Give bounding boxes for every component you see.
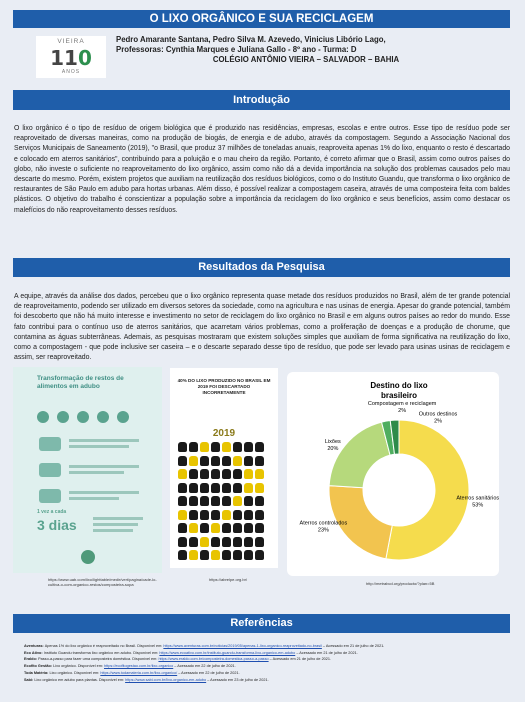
reference-source: Aventuras: — [24, 644, 45, 648]
garbage-bag-icon — [178, 442, 187, 452]
results-paragraph: A equipe, através da análise dos dados, percebeu que o lixo orgânico representa quase metade dos resíduos produzidos no Brasil, além de ter grande potencial de reaproveitamento, podendo ser utilizado em diversos setores da sociedade, como na agricultura e nas usinas de energia. Apesar do grande potencial, também foi descoberto que não há muito interesse e investimento no setor de reciclagem do lixo orgânico no Brasil e em alguns outros países ao redor do mundo. Esse fato contribui para o contínuo uso de aterros sanitários, que acarretam vários problemas, como a proliferação de doenças e a produção de chorume, que contamina as águas subterrâneas. Ademais, as pesquisas mostraram que existem soluções simples que auxiliam de forma significativa na reutilização do lixo, como a compostagem - que pode inclusive ser caseira – e o descarte separado desse tipo de resíduo, que pode ser levado para usinas usinas de reciclagem e assim, ser reaproveitado. — [14, 293, 510, 362]
school-line: COLÉGIO ANTÔNIO VIEIRA – SALVADOR – BAHIA — [212, 55, 400, 64]
garbage-bag-icon — [189, 496, 198, 506]
intro-heading: Introdução — [13, 90, 510, 110]
garbage-bag-icon — [222, 510, 231, 520]
garbage-bag-icon — [244, 510, 253, 520]
compost-frequency-days: 3 dias — [37, 517, 77, 533]
slice-value-label: 23% — [317, 527, 329, 534]
garbage-bag-icon — [255, 523, 264, 533]
garbage-bag-icon — [244, 523, 253, 533]
garbage-bag-icon — [233, 550, 242, 560]
reference-source: Sabi: — [24, 677, 35, 682]
garbage-bag-icon — [178, 469, 187, 479]
garbage-bag-icon — [200, 496, 209, 506]
reference-access-date: – Acessado em 22 de julho de 2021. — [173, 664, 236, 669]
figure-caption: https://abrelpe.org.br/ — [209, 577, 248, 582]
logo-number-zero: 0 — [77, 46, 92, 70]
step-text-placeholder — [69, 445, 129, 448]
step-text-placeholder — [93, 529, 133, 532]
garbage-bag-icon — [200, 469, 209, 479]
reference-text: Passo-a-passo para fazer uma composteira doméstica. Disponível em: — [38, 657, 159, 662]
garbage-bag-grid — [178, 442, 270, 562]
garbage-bag-icon — [178, 483, 187, 493]
compost-infographic — [13, 367, 162, 573]
compost-bag-icon — [37, 411, 49, 423]
compost-bag-icon — [77, 411, 89, 423]
garbage-bag-icon — [244, 442, 253, 452]
compost-bin-icon — [39, 489, 61, 503]
compost-bag-icon — [97, 411, 109, 423]
garbage-bag-icon — [189, 469, 198, 479]
garbage-bag-icon — [200, 550, 209, 560]
authors-block — [116, 35, 496, 65]
logo-number — [36, 46, 106, 70]
garbage-bag-icon — [244, 483, 253, 493]
garbage-bag-icon — [189, 537, 198, 547]
chart-title: brasileiro — [380, 391, 418, 400]
slice-label: Lixões — [324, 438, 341, 445]
garbage-bag-icon — [233, 510, 242, 520]
garbage-bag-icon — [178, 510, 187, 520]
reference-access-date: – Acessado em 23 de julho de 2021. — [206, 677, 269, 682]
reference-item — [24, 650, 502, 657]
reference-text: Apenas 1% do lixo orgânico é reaproveitado no Brasil. Disponível em: — [44, 644, 164, 648]
reference-source: Ecofito Gestão: — [24, 664, 54, 669]
plant-icon — [81, 550, 95, 564]
garbage-bag-icon — [211, 483, 220, 493]
garbage-bag-icon — [244, 469, 253, 479]
garbage-bag-icon — [200, 510, 209, 520]
garbage-bag-icon — [222, 456, 231, 466]
garbage-bag-icon — [178, 523, 187, 533]
reference-link[interactable]: https://www.ecoativo.com.br/instituto-guandu-transforma-lixo-organico-em-adubo — [159, 650, 296, 655]
garbage-bag-icon — [189, 510, 198, 520]
slice-label: Compostagem e reciclagem — [367, 400, 437, 407]
reference-text: Lixo orgânico. Disponível em: — [53, 664, 104, 669]
compost-bin-icon — [39, 463, 61, 477]
compost-frequency-label: 1 vez a cada — [37, 509, 67, 515]
slice-value-label: 2% — [434, 418, 443, 425]
garbage-bag-icon — [222, 550, 231, 560]
reference-link[interactable]: https://www.eraldo.com.br/composteira-domestica-passo-a-passo — [158, 657, 269, 662]
step-text-placeholder — [93, 523, 138, 526]
reference-link[interactable]: https://www.sabi.com.br/lixo-organico-em-adubo — [125, 677, 207, 682]
reference-item — [24, 656, 502, 663]
references-list — [24, 643, 502, 683]
garbage-bag-icon — [178, 537, 187, 547]
donut-chart — [287, 372, 499, 576]
garbage-bag-icon — [222, 537, 231, 547]
garbage-bag-icon — [189, 550, 198, 560]
garbage-bag-icon — [189, 483, 198, 493]
reference-item — [24, 670, 502, 677]
garbage-bag-icon — [222, 442, 231, 452]
results-heading: Resultados da Pesquisa — [13, 258, 510, 277]
compost-infographic-title: Transformação de restos de alimentos em adubo — [37, 375, 124, 390]
garbage-bag-icon — [244, 550, 253, 560]
garbage-bag-icon — [255, 483, 264, 493]
garbage-bag-icon — [233, 523, 242, 533]
reference-text: Lixo orgânico. Disponível em: — [49, 670, 101, 675]
garbage-bag-icon — [178, 550, 187, 560]
reference-source: Toda Matéria: — [24, 670, 50, 675]
garbage-bag-icon — [189, 456, 198, 466]
reference-source: Eraldo: — [24, 657, 39, 662]
garbage-bag-icon — [222, 523, 231, 533]
reference-access-date: – Acessado em 21 de julho de 2021. — [321, 644, 385, 648]
garbage-bag-icon — [200, 523, 209, 533]
garbage-bag-icon — [200, 483, 209, 493]
waste-infographic-header: 40% DO LIXO PRODUZIDO NO BRASIL EM 2019 FOI DESCARTADO INCORRETAMENTE — [177, 378, 271, 395]
slice-value-label: 20% — [327, 445, 339, 452]
garbage-bag-icon — [200, 442, 209, 452]
waste-infographic-year: 2019 — [212, 428, 236, 439]
waste-destination-chart — [287, 372, 499, 576]
garbage-bag-icon — [222, 469, 231, 479]
garbage-bag-icon — [211, 456, 220, 466]
garbage-bag-icon — [244, 456, 253, 466]
garbage-bag-icon — [233, 483, 242, 493]
garbage-bag-icon — [222, 496, 231, 506]
reference-link[interactable]: https://ecofitogestao.com.br/lixo-organico — [104, 664, 174, 669]
garbage-bag-icon — [178, 456, 187, 466]
waste-infographic — [170, 368, 278, 568]
garbage-bag-icon — [200, 456, 209, 466]
step-text-placeholder — [93, 517, 143, 520]
garbage-bag-icon — [233, 537, 242, 547]
garbage-bag-icon — [211, 496, 220, 506]
figure-caption: http://metrabcd.org/producto/?plan=5B — [366, 581, 435, 586]
compost-bag-icon — [117, 411, 129, 423]
garbage-bag-icon — [255, 456, 264, 466]
reference-item — [24, 663, 502, 670]
figure-caption: https://www.uab.com/lixo/lighttable/medir/vert/pagina/cade-lo-cultiva-o-com-organico-restos/composteira-sopa — [48, 577, 157, 587]
references-heading: Referências — [13, 614, 510, 633]
slice-label: Outros destinos — [418, 411, 458, 418]
garbage-bag-icon — [211, 537, 220, 547]
garbage-bag-icon — [255, 469, 264, 479]
garbage-bag-icon — [211, 442, 220, 452]
step-text-placeholder — [69, 497, 119, 500]
garbage-bag-icon — [211, 550, 220, 560]
logo-text-top: VIEIRA — [57, 38, 85, 45]
slice-value-label: 53% — [472, 502, 484, 509]
garbage-bag-icon — [233, 456, 242, 466]
chart-title: Destino do lixo — [370, 381, 428, 390]
garbage-bag-icon — [255, 550, 264, 560]
reference-access-date: – Acessado em 21 de julho de 2021. — [268, 657, 332, 662]
garbage-bag-icon — [233, 469, 242, 479]
garbage-bag-icon — [255, 442, 264, 452]
slice-label: Aterros sanitários — [456, 495, 499, 502]
reference-access-date: – Acessado em 21 de julho de 2021. — [295, 650, 358, 655]
donut-slice — [329, 422, 390, 488]
logo-text-bottom: ANOS — [61, 69, 81, 75]
reference-item — [24, 677, 502, 684]
garbage-bag-icon — [200, 537, 209, 547]
slice-value-label: 2% — [398, 407, 407, 414]
intro-paragraph: O lixo orgânico é o tipo de resíduo de origem biológica que é produzido nas residências, empresas, escolas e entre outros. Esse tipo de resíduo pode ser reaproveitado de diversas maneiras, como na produção de biogás, de energia e de adubo, através da compostagem. Segundo a Associação Nacional dos Serviços Municipais de Saneamento (2019), "o Brasil, que produz 37 milhões de toneladas anuais, reaproveita apenas 1% do lixo, enquanto o resto é descartado e colocado em aterros sanitários", contribuindo para a poluição e o mau cheiro da região. Portanto, é correto afirmar que o Brasil, assim como outros países do globo, não investe o suficiente no reaproveitamento do lixo orgânico, assim como não dá a devida importância na solução dos problemas causados pelo mau descarte do mesmo. Porém, existem projetos que auxiliam na reutilização dos resíduos biológicos, como o do Instituto Guandu, que transforma o lixo orgânico de restaurantes de São Paulo em adubo para hortas urbanas. Além disso, é possível realizar a compostagem caseira, através de uma composteira feita com baldes plásticos. O objetivo do trabalho é conscientizar a população sobre a importância da reciclagem do lixo orgânico e seus benefícios, assim como destacar os malefícios do não reaproveitamento desses resíduos. — [14, 125, 510, 214]
garbage-bag-icon — [244, 537, 253, 547]
compost-illustration — [13, 367, 162, 573]
garbage-bag-icon — [255, 510, 264, 520]
school-logo — [36, 36, 106, 78]
teachers-line: Professoras: Cynthia Marques e Juliana Gallo - 8º ano - Turma: D — [116, 45, 357, 54]
reference-item — [24, 643, 502, 650]
garbage-bag-icon — [222, 483, 231, 493]
compost-bag-icon — [57, 411, 69, 423]
garbage-bag-icon — [189, 442, 198, 452]
step-text-placeholder — [69, 439, 139, 442]
garbage-bag-icon — [255, 496, 264, 506]
reference-text: Lixo orgânico em adubo para plantas. Disponível em: — [34, 677, 126, 682]
logo-number-digits: 11 — [50, 46, 78, 70]
step-text-placeholder — [69, 471, 124, 474]
garbage-bag-icon — [244, 496, 253, 506]
garbage-bag-icon — [211, 523, 220, 533]
garbage-bag-icon — [178, 496, 187, 506]
reference-link[interactable]: https://www.todamateria.com.br/lixo-organico/ — [100, 670, 178, 675]
slice-label: Aterros controlados — [299, 520, 348, 527]
authors-line: Pedro Amarante Santana, Pedro Silva M. Azevedo, Vinicius Libório Lago, — [116, 35, 386, 44]
garbage-bag-icon — [189, 523, 198, 533]
reference-source: Eco Ativo: — [24, 650, 44, 655]
compost-bin-icon — [39, 437, 61, 451]
reference-link[interactable]: https://www.aventuras.com.br/noticias/2019/05/apenas-1-lixo-organico-reaproveitado-no-brasil — [163, 644, 322, 648]
poster-title: O LIXO ORGÂNICO E SUA RECICLAGEM — [13, 10, 510, 28]
garbage-bag-icon — [233, 496, 242, 506]
garbage-bag-icon — [211, 469, 220, 479]
reference-text: Instituto Guandu transforma lixo orgânico em adubo. Disponível em: — [43, 650, 160, 655]
garbage-bag-icon — [233, 442, 242, 452]
garbage-bag-icon — [255, 537, 264, 547]
step-text-placeholder — [69, 465, 139, 468]
reference-access-date: – Acessado em 22 de julho de 2021. — [177, 670, 240, 675]
garbage-bag-icon — [211, 510, 220, 520]
step-text-placeholder — [69, 491, 139, 494]
